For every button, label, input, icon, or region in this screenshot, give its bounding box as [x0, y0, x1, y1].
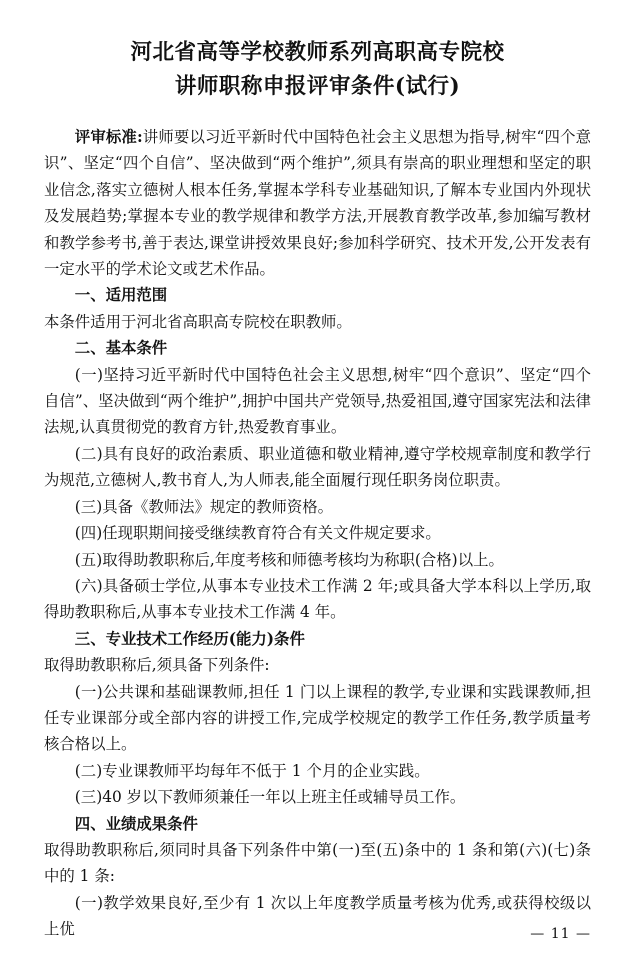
section-paragraph: (二)具有良好的政治素质、职业道德和敬业精神,遵守学校规章制度和教学行为规范,立德树人,教书育人,为人师表,能全面履行现任职务岗位职责。: [44, 444, 591, 490]
section-heading: 二、基本条件: [74, 339, 168, 358]
section-paragraph: (五)取得助教职称后,年度考核和师德考核均为称职(合格)以上。: [74, 550, 504, 569]
section-heading: 四、业绩成果条件: [74, 814, 198, 833]
section-paragraph: (一)公共课和基础课教师,担任 1 门以上课程的教学,专业课和实践课教师,担任专业课部分或全部内容的讲授工作,完成学校规定的教学工作任务,教学质量考核合格以上。: [44, 682, 591, 754]
title-line-2: 讲师职称申报评审条件(试行): [174, 74, 461, 99]
section-paragraph: 取得助教职称后,须同时具备下列条件中第(一)至(五)条中的 1 条和第(六)(七)条中的 1 条:: [44, 840, 591, 886]
page-number: — 11 —: [530, 926, 591, 942]
intro-label: 评审标准:: [74, 128, 143, 146]
section-paragraph: 本条件适用于河北省高职高专院校在职教师。: [44, 312, 352, 331]
document-body: [44, 124, 591, 943]
title-line-1: 河北省高等学校教师系列高职高专院校: [130, 40, 505, 65]
section-paragraph: (一)坚持习近平新时代中国特色社会主义思想,树牢“四个意识”、坚定“四个自信”、坚决做到“两个维护”,拥护中国共产党领导,热爱祖国,遵守国家宪法和法律法规,认真贯彻党的教育方针,热爱教育事业。: [44, 365, 591, 437]
intro-text: 讲师要以习近平新时代中国特色社会主义思想为指导,树牢“四个意识”、坚定“四个自信”、坚决做到“两个维护”,须具有崇高的职业理想和坚定的职业信念,落实立德树人根本任务,掌握本学科专业基础知识,了解本专业国内外现状及发展趋势;掌握本专业的教学规律和教学方法,开展教育教学改革,参加编写教材和教学参考书,善于表达,课堂讲授效果良好;参加科学研究、技术开发,公开发表有一定水平的学术论文或艺术作品。: [44, 128, 592, 279]
section-heading: 一、适用范围: [74, 286, 168, 305]
section-paragraph: (三)具备《教师法》规定的教师资格。: [74, 497, 334, 516]
section-heading: 三、专业技术工作经历(能力)条件: [74, 629, 305, 648]
section-paragraph: (一)教学效果良好,至少有 1 次以上年度教学质量考核为优秀,或获得校级以上优: [44, 893, 591, 939]
section-paragraph: (二)专业课教师平均每年不低于 1 个月的企业实践。: [74, 761, 430, 780]
section-paragraph: 取得助教职称后,须具备下列条件:: [44, 656, 270, 675]
page-title: [44, 36, 591, 104]
section-paragraph: (三)40 岁以下教师须兼任一年以上班主任或辅导员工作。: [74, 788, 466, 807]
section-paragraph: (六)具备硕士学位,从事本专业技术工作满 2 年;或具备大学本科以上学历,取得助教职称后,从事本专业技术工作满 4 年。: [44, 576, 591, 622]
section-paragraph: (四)任现职期间接受继续教育符合有关文件规定要求。: [74, 524, 441, 543]
intro-paragraph: [44, 124, 591, 282]
